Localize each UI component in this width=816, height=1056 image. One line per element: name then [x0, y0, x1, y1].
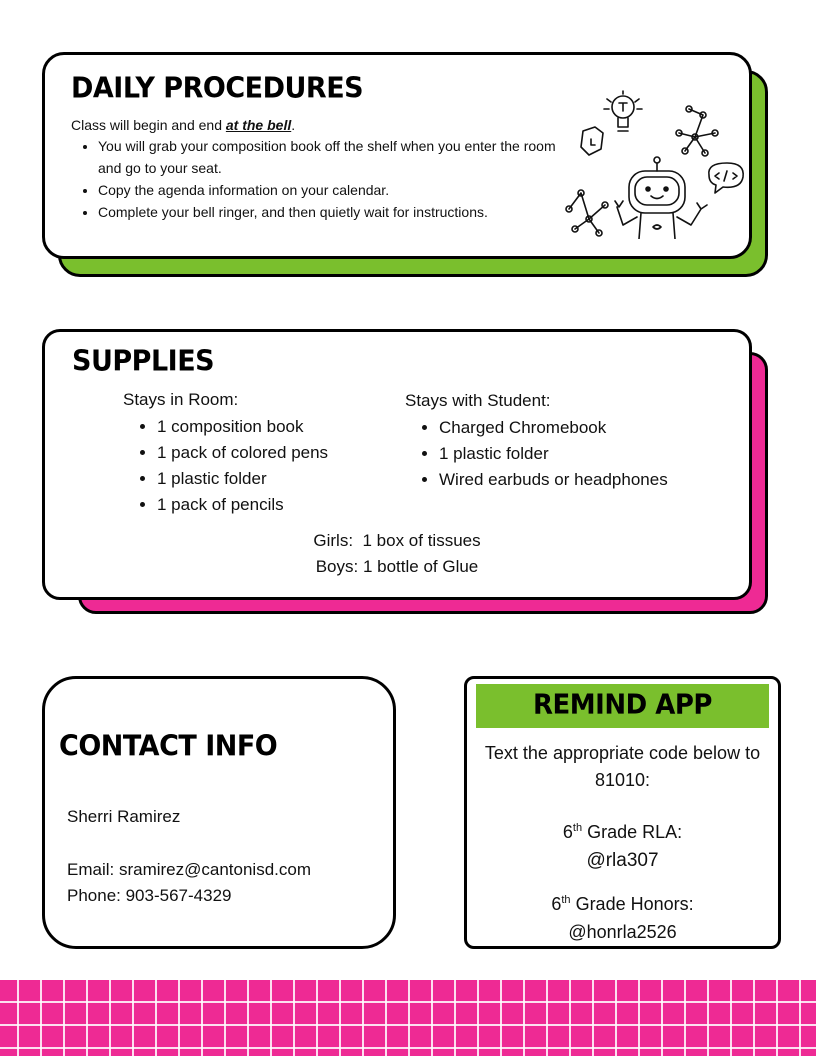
- rla-remind-code: @rla307: [586, 850, 659, 871]
- boys-supply: Boys: 1 bottle of Glue: [315, 557, 479, 576]
- list-item: • 1 plastic folder: [157, 466, 328, 492]
- list-item: • Copy the agenda information on your calendar.: [98, 179, 568, 201]
- rla-class-label: 6th Grade RLA:: [562, 822, 683, 842]
- daily-procedures-list: [71, 135, 568, 223]
- supplies-title: SUPPLIES: [72, 345, 215, 378]
- list-item: • Complete your bell ringer, and then quietly wait for instructions.: [98, 201, 568, 223]
- list-item: • You will grab your composition book off the shelf when you enter the room and go to your seat.: [98, 135, 568, 179]
- list-item: • 1 plastic folder: [439, 441, 668, 467]
- stays-in-room-list: [130, 414, 328, 518]
- daily-procedures-card: [42, 52, 752, 259]
- intro-text: Class will begin and end: [71, 117, 226, 133]
- supplies-card: [42, 329, 752, 600]
- list-item: • 1 pack of colored pens: [157, 440, 328, 466]
- list-item: • 1 composition book: [157, 414, 328, 440]
- list-item: • Charged Chromebook: [439, 415, 668, 441]
- remind-app-banner: [476, 684, 769, 728]
- list-item: • 1 pack of pencils: [157, 492, 328, 518]
- daily-procedures-intro: [71, 115, 295, 135]
- stays-with-student-title: Stays with Student:: [405, 391, 551, 410]
- contact-info-card: [42, 676, 396, 949]
- girls-supply: Girls: 1 box of tissues: [313, 531, 481, 550]
- teacher-name: Sherri Ramirez: [67, 807, 181, 826]
- robot-doodle-icon: [555, 89, 745, 239]
- contact-phone: Phone: 903-567-4329: [67, 886, 232, 905]
- contact-email: Email: sramirez@cantonisd.com: [67, 860, 311, 879]
- honors-class-label: 6th Grade Honors:: [551, 894, 694, 914]
- contact-info-title: CONTACT INFO: [59, 730, 278, 763]
- footer-grid-pattern: [0, 980, 816, 1056]
- daily-procedures-title: DAILY PROCEDURES: [71, 72, 364, 105]
- remind-app-card: [464, 676, 781, 949]
- intro-emphasis: at the bell: [225, 117, 292, 133]
- honors-remind-code: @honrla2526: [568, 922, 677, 942]
- remind-app-title: REMIND APP: [533, 689, 712, 721]
- list-item: • Wired earbuds or headphones: [439, 467, 668, 493]
- stays-in-room-title: Stays in Room:: [123, 390, 239, 409]
- remind-instruction: Text the appropriate code below to 81010:: [484, 743, 761, 790]
- stays-with-student-list: [412, 415, 668, 493]
- intro-suffix: .: [291, 117, 296, 133]
